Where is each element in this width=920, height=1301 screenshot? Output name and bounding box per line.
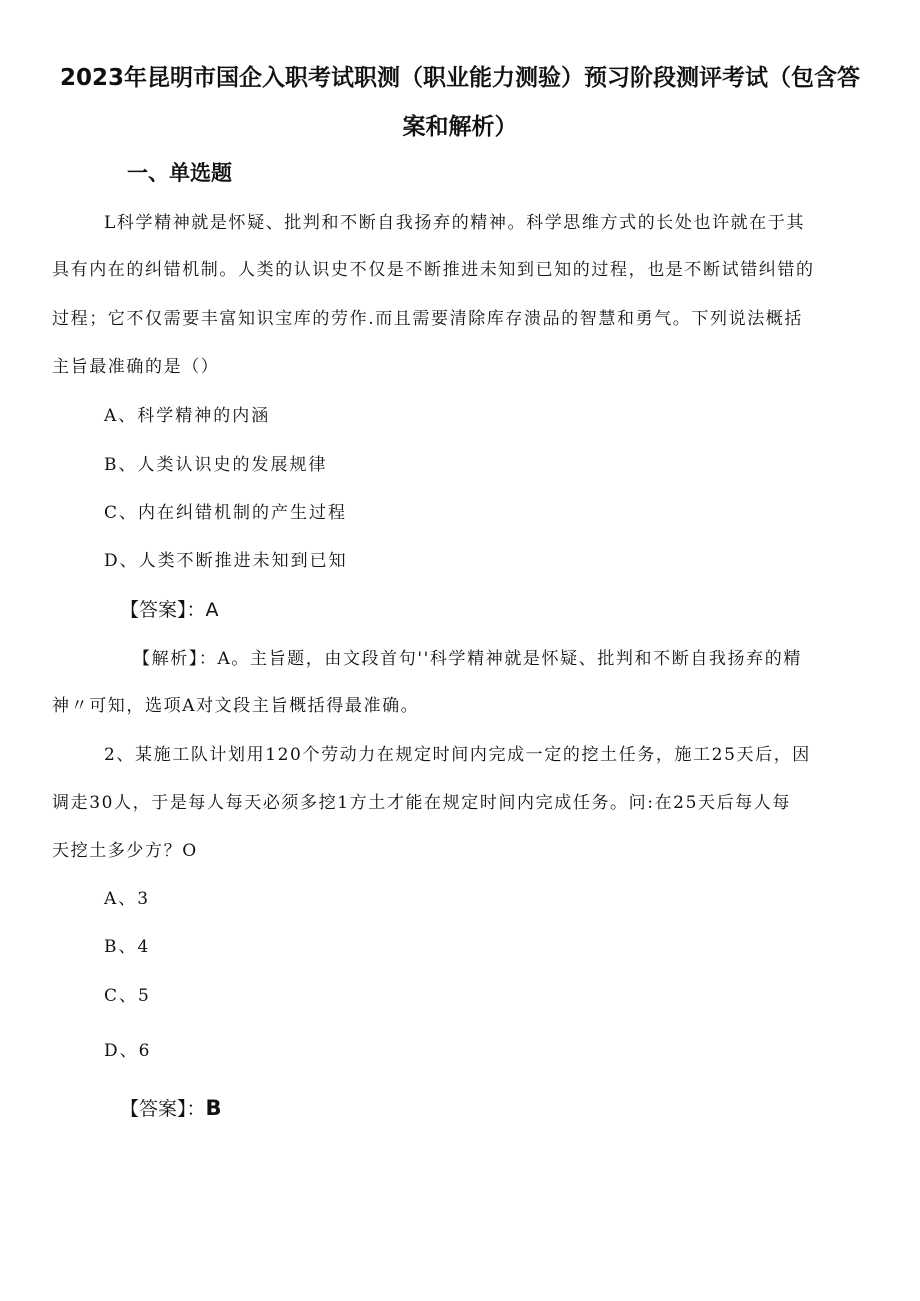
q2-stem-line-2: 调走30人，于是每人每天必须多挖1方土才能在规定时间内完成任务。问:在25天后每人每 [52, 793, 792, 813]
q1-stem-line-3: 过程；它不仅需要丰富知识宝库的劳作.而且需要清除库存溃品的智慧和勇气。下列说法概括 [52, 309, 804, 329]
q1-option-c: C、内在纠错机制的产生过程 [104, 503, 348, 523]
q2-stem-line-1: 2、某施工队计划用120个劳动力在规定时间内完成一定的挖土任务，施工25天后，因 [104, 745, 811, 765]
q2-option-d: D、6 [104, 1041, 152, 1061]
q2-option-a: A、3 [104, 889, 151, 909]
q1-stem-line-1: L科学精神就是怀疑、批判和不断自我扬弃的精神。科学思维方式的长处也许就在于其 [104, 213, 806, 233]
title-line-1: 2023年昆明市国企入职考试职测（职业能力测验）预习阶段测评考试（包含答 [59, 65, 860, 91]
q2-answer-value: B [205, 1096, 222, 1120]
q1-analysis-line-1: 【解析】：A。主旨题，由文段首句''科学精神就是怀疑、批判和不断自我扬弃的精 [133, 649, 802, 669]
q1-stem-line-2: 具有内在的纠错机制。人类的认识史不仅是不断推进未知到已知的过程，也是不断试错纠错的 [52, 260, 815, 280]
q2-stem-line-3: 天挖土多少方？O [52, 841, 198, 861]
q2-option-c: C、5 [104, 986, 151, 1006]
title-line-2: 案和解析） [402, 114, 518, 140]
q2-answer-label: 【答案】： [120, 1098, 206, 1120]
q1-answer: 【答案】：A [120, 599, 219, 621]
q2-answer [120, 1095, 222, 1122]
q1-stem-line-4: 主旨最准确的是（） [52, 357, 220, 377]
q1-option-b: B、人类认识史的发展规律 [104, 455, 328, 475]
q1-analysis-line-2: 神〃可知，选项A对文段主旨概括得最准确。 [52, 696, 420, 716]
section-heading: 一、单选题 [127, 161, 232, 185]
q2-option-b: B、4 [104, 937, 151, 957]
q1-option-a: A、科学精神的内涵 [104, 406, 271, 426]
q1-option-d: D、人类不断推进未知到已知 [104, 551, 348, 571]
